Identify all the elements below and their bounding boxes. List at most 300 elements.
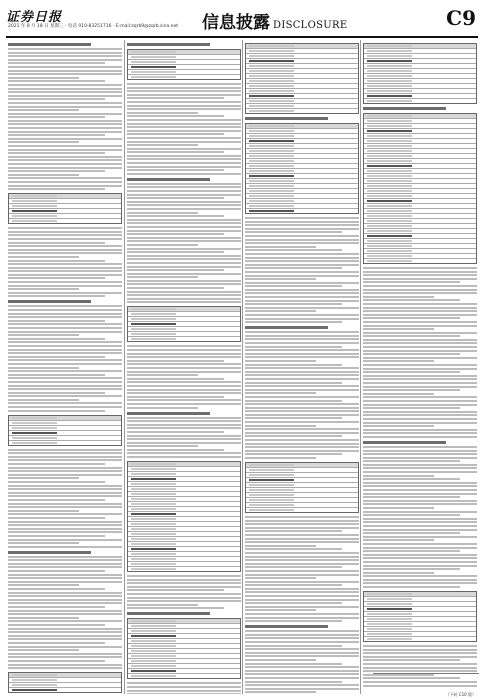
text-line [8, 277, 105, 279]
text-line [245, 275, 359, 277]
text-line [8, 559, 122, 561]
text-line [127, 589, 224, 591]
text-line [8, 238, 122, 240]
text-line [8, 488, 122, 490]
text-line [8, 374, 105, 376]
text-line [245, 349, 359, 351]
text-line [363, 547, 477, 549]
text-line [127, 690, 241, 692]
text-line [363, 518, 477, 520]
text-line [245, 681, 342, 683]
text-line [8, 345, 122, 347]
text-line [245, 371, 359, 373]
text-line [127, 155, 241, 157]
text-line [245, 382, 342, 384]
text-line [8, 620, 122, 622]
text-line [8, 392, 105, 394]
text-line [8, 305, 122, 307]
text-line [8, 656, 122, 658]
text-line [245, 673, 359, 675]
text-line [8, 499, 105, 501]
text-line [127, 349, 241, 351]
text-line [363, 371, 460, 373]
text-line [127, 593, 241, 595]
text-line [8, 456, 122, 458]
text-line [127, 169, 224, 171]
text-line [245, 374, 359, 376]
text-line [8, 70, 122, 72]
text-line [127, 385, 241, 387]
text-line [245, 652, 359, 654]
text-line [127, 392, 241, 394]
text-line [363, 482, 477, 484]
newspaper-logo: 证券日报 [6, 10, 63, 25]
text-line [8, 385, 122, 387]
text-line [127, 280, 241, 282]
table-row [128, 337, 240, 341]
text-line [363, 478, 460, 480]
text-line [8, 256, 79, 258]
text-line [363, 325, 477, 327]
text-line [245, 677, 359, 679]
text-line [245, 659, 316, 661]
text-line [127, 575, 241, 577]
text-line [363, 281, 460, 283]
text-line [245, 314, 359, 316]
text-line [127, 162, 241, 164]
text-line [363, 532, 460, 534]
text-line [8, 106, 122, 108]
text-line [363, 561, 477, 563]
text-line [363, 659, 460, 661]
edition-line: 2021 年 8 月 18 日 星期三 · 电话 010-83251716 · E-mail:zqrb9@zqrb.sina.net [8, 24, 179, 29]
masthead [6, 6, 478, 38]
table-row [246, 109, 358, 113]
text-line [127, 301, 241, 303]
text-line [363, 565, 477, 567]
text-line [363, 396, 477, 398]
text-line [363, 543, 477, 545]
text-line [8, 234, 122, 236]
text-line [8, 281, 122, 283]
text-line [245, 228, 359, 230]
text-line [127, 215, 224, 217]
text-line [245, 242, 359, 244]
text-line [8, 602, 122, 604]
text-line [363, 353, 460, 355]
text-line [127, 399, 241, 401]
article-heading [127, 612, 210, 615]
data-table [127, 306, 241, 342]
text-line [8, 338, 105, 340]
text-line [127, 83, 241, 85]
article-heading [245, 625, 328, 628]
text-line [8, 463, 105, 465]
text-line [363, 411, 477, 413]
text-line [363, 525, 477, 527]
text-line [127, 144, 198, 146]
table-row [128, 674, 240, 678]
text-line [8, 649, 79, 651]
text-line [363, 335, 460, 337]
text-line [127, 141, 241, 143]
text-line [127, 230, 241, 232]
text-line [8, 377, 122, 379]
text-line [8, 539, 122, 541]
text-line [245, 231, 342, 233]
text-line [127, 237, 241, 239]
text-line [127, 266, 241, 268]
text-line [127, 137, 241, 139]
text-line [8, 120, 122, 122]
article-heading [245, 326, 328, 329]
text-line [363, 332, 477, 334]
text-line [363, 579, 477, 581]
text-line [127, 133, 224, 135]
text-line [127, 194, 241, 196]
text-line [127, 108, 241, 110]
text-line [8, 546, 122, 548]
text-line [127, 353, 241, 355]
text-line [245, 559, 359, 561]
text-line [363, 496, 460, 498]
text-line [245, 566, 342, 568]
text-line [245, 360, 316, 362]
article-heading [127, 43, 210, 46]
text-line [127, 431, 224, 433]
text-line [245, 641, 359, 643]
text-line [363, 429, 477, 431]
text-line [8, 613, 122, 615]
text-line [245, 428, 359, 430]
text-line [363, 375, 477, 377]
text-line [8, 334, 79, 336]
text-line [8, 159, 122, 161]
text-line [245, 296, 359, 298]
text-line [245, 439, 359, 441]
text-line [8, 664, 122, 666]
text-line [245, 249, 342, 251]
text-line [127, 381, 241, 383]
text-line [8, 62, 105, 64]
text-line [245, 666, 359, 668]
data-table [127, 49, 241, 80]
text-line [245, 446, 359, 448]
text-line [363, 586, 460, 588]
text-line [245, 385, 359, 387]
article-heading [8, 300, 91, 303]
text-line [363, 360, 434, 362]
text-line [363, 307, 477, 309]
text-line [8, 563, 122, 565]
text-line [245, 630, 359, 632]
text-line [245, 364, 342, 366]
text-line [127, 190, 241, 192]
text-line [8, 370, 122, 372]
text-line [8, 395, 122, 397]
text-line [8, 48, 122, 50]
text-line [8, 167, 122, 169]
footer-note [373, 673, 479, 694]
text-line [8, 109, 79, 111]
text-line [245, 520, 359, 522]
article-heading [127, 412, 210, 415]
text-line [8, 592, 122, 594]
text-line [127, 597, 241, 599]
text-line [127, 222, 241, 224]
text-line [8, 73, 122, 75]
text-line [8, 66, 122, 68]
text-line [245, 396, 359, 398]
table-row [246, 508, 358, 512]
text-line [8, 521, 122, 523]
text-line [245, 335, 359, 337]
text-line [245, 670, 359, 672]
text-line [245, 443, 359, 445]
text-line [8, 245, 122, 247]
text-line [8, 660, 105, 662]
text-line [363, 350, 477, 352]
text-line [8, 467, 122, 469]
data-table [245, 123, 359, 214]
text-line [363, 400, 477, 402]
text-line [127, 291, 241, 293]
text-line [363, 382, 477, 384]
data-table [245, 462, 359, 513]
article-heading [245, 117, 328, 120]
text-line [8, 323, 122, 325]
text-line [363, 422, 477, 424]
table-row [128, 567, 240, 571]
text-line [8, 492, 122, 494]
text-line [127, 204, 241, 206]
text-line [245, 591, 359, 593]
text-line [245, 421, 359, 423]
text-line [8, 481, 105, 483]
text-line [363, 432, 477, 434]
text-line [127, 420, 241, 422]
text-line [127, 244, 198, 246]
text-line [245, 356, 359, 358]
text-line [127, 97, 224, 99]
text-line [363, 652, 477, 654]
text-line [127, 101, 241, 103]
text-line [8, 163, 122, 165]
data-table [8, 672, 122, 693]
text-line [8, 52, 122, 54]
text-line [127, 607, 224, 609]
text-line [363, 368, 477, 370]
text-line [127, 438, 241, 440]
text-line [245, 581, 359, 583]
text-line [8, 517, 105, 519]
text-line [8, 84, 122, 86]
column-4 [360, 40, 479, 694]
text-line [363, 507, 434, 509]
text-line [127, 130, 241, 132]
text-line [363, 450, 477, 452]
text-line [363, 464, 477, 466]
text-line [8, 263, 122, 265]
text-line [8, 249, 122, 251]
text-line [363, 475, 434, 477]
text-line [127, 126, 241, 128]
text-line [8, 638, 122, 640]
text-line [245, 257, 359, 259]
text-line [245, 417, 342, 419]
text-line [245, 367, 359, 369]
text-line [8, 588, 105, 590]
text-line [127, 94, 241, 96]
text-line [245, 545, 316, 547]
text-line [245, 684, 359, 686]
text-line [363, 529, 477, 531]
text-line [127, 90, 241, 92]
text-line [245, 563, 359, 565]
data-table [8, 415, 122, 446]
text-line [245, 602, 342, 604]
text-line [245, 584, 342, 586]
text-line [8, 474, 122, 476]
text-line [245, 577, 316, 579]
text-line [8, 406, 122, 408]
text-line [363, 414, 477, 416]
article-heading [127, 178, 210, 181]
text-line [245, 278, 316, 280]
text-line [245, 570, 359, 572]
text-line [363, 511, 477, 513]
text-line [127, 356, 241, 358]
text-line [363, 342, 477, 344]
text-line [8, 542, 79, 544]
text-line [127, 119, 241, 121]
text-line [127, 262, 241, 264]
text-line [127, 427, 241, 429]
column-2 [124, 40, 243, 694]
text-line [245, 346, 342, 348]
text-line [363, 310, 477, 312]
text-line [8, 231, 122, 233]
text-line [8, 288, 79, 290]
text-line [127, 186, 241, 188]
text-line [127, 148, 241, 150]
text-line [363, 404, 477, 406]
text-line [363, 514, 460, 516]
text-line [127, 367, 241, 369]
text-line [245, 516, 359, 518]
text-line [363, 436, 477, 438]
text-line [245, 410, 359, 412]
data-table [245, 43, 359, 114]
text-line [363, 274, 477, 276]
table-row [364, 637, 476, 641]
text-line [245, 617, 359, 619]
text-line [8, 274, 122, 276]
text-line [8, 242, 105, 244]
text-line [245, 613, 359, 615]
text-line [363, 575, 477, 577]
text-line [363, 554, 477, 556]
text-line [8, 646, 122, 648]
text-line [127, 445, 198, 447]
text-line [8, 331, 122, 333]
text-line [363, 460, 460, 462]
text-line [245, 663, 342, 665]
text-line [8, 327, 122, 329]
text-line [127, 233, 224, 235]
text-line [127, 403, 241, 405]
text-line [127, 449, 224, 451]
text-line [127, 255, 241, 257]
text-line [127, 586, 241, 588]
text-line [8, 410, 105, 412]
text-line [127, 115, 224, 117]
text-line [127, 166, 241, 168]
text-line [363, 314, 477, 316]
text-line [245, 282, 359, 284]
text-line [8, 102, 122, 104]
text-line [8, 309, 122, 311]
text-line [363, 536, 477, 538]
text-line [363, 278, 477, 280]
text-line [127, 269, 224, 271]
text-line [8, 80, 105, 82]
text-line [8, 556, 122, 558]
text-line [8, 506, 122, 508]
text-line [127, 219, 241, 221]
text-line [8, 152, 105, 154]
text-line [127, 396, 224, 398]
text-line [363, 285, 477, 287]
article-heading [8, 43, 91, 46]
text-line [245, 457, 316, 459]
text-line [8, 156, 122, 158]
text-line [8, 252, 122, 254]
text-line [127, 276, 198, 278]
text-line [8, 145, 122, 147]
text-line [363, 453, 477, 455]
text-line [245, 552, 359, 554]
text-line [8, 55, 122, 57]
text-line [8, 88, 122, 90]
text-line [245, 389, 359, 391]
text-line [127, 435, 241, 437]
section-title-en: DISCLOSURE [273, 20, 348, 31]
text-line [245, 527, 359, 529]
text-line [363, 582, 477, 584]
text-line [127, 158, 241, 160]
text-line [8, 528, 122, 530]
text-line [363, 656, 477, 658]
text-line [127, 283, 241, 285]
text-line [127, 273, 241, 275]
text-line [127, 371, 241, 373]
text-line [127, 197, 224, 199]
text-line [127, 456, 241, 458]
text-line [363, 299, 460, 301]
text-line [127, 183, 241, 185]
text-line [245, 338, 359, 340]
text-line [8, 341, 122, 343]
text-line [127, 248, 241, 250]
text-line [127, 298, 241, 300]
text-line [127, 345, 241, 347]
text-line [8, 95, 122, 97]
text-line [363, 328, 434, 330]
text-line [8, 667, 122, 669]
text-line [363, 389, 460, 391]
text-line [8, 577, 122, 579]
